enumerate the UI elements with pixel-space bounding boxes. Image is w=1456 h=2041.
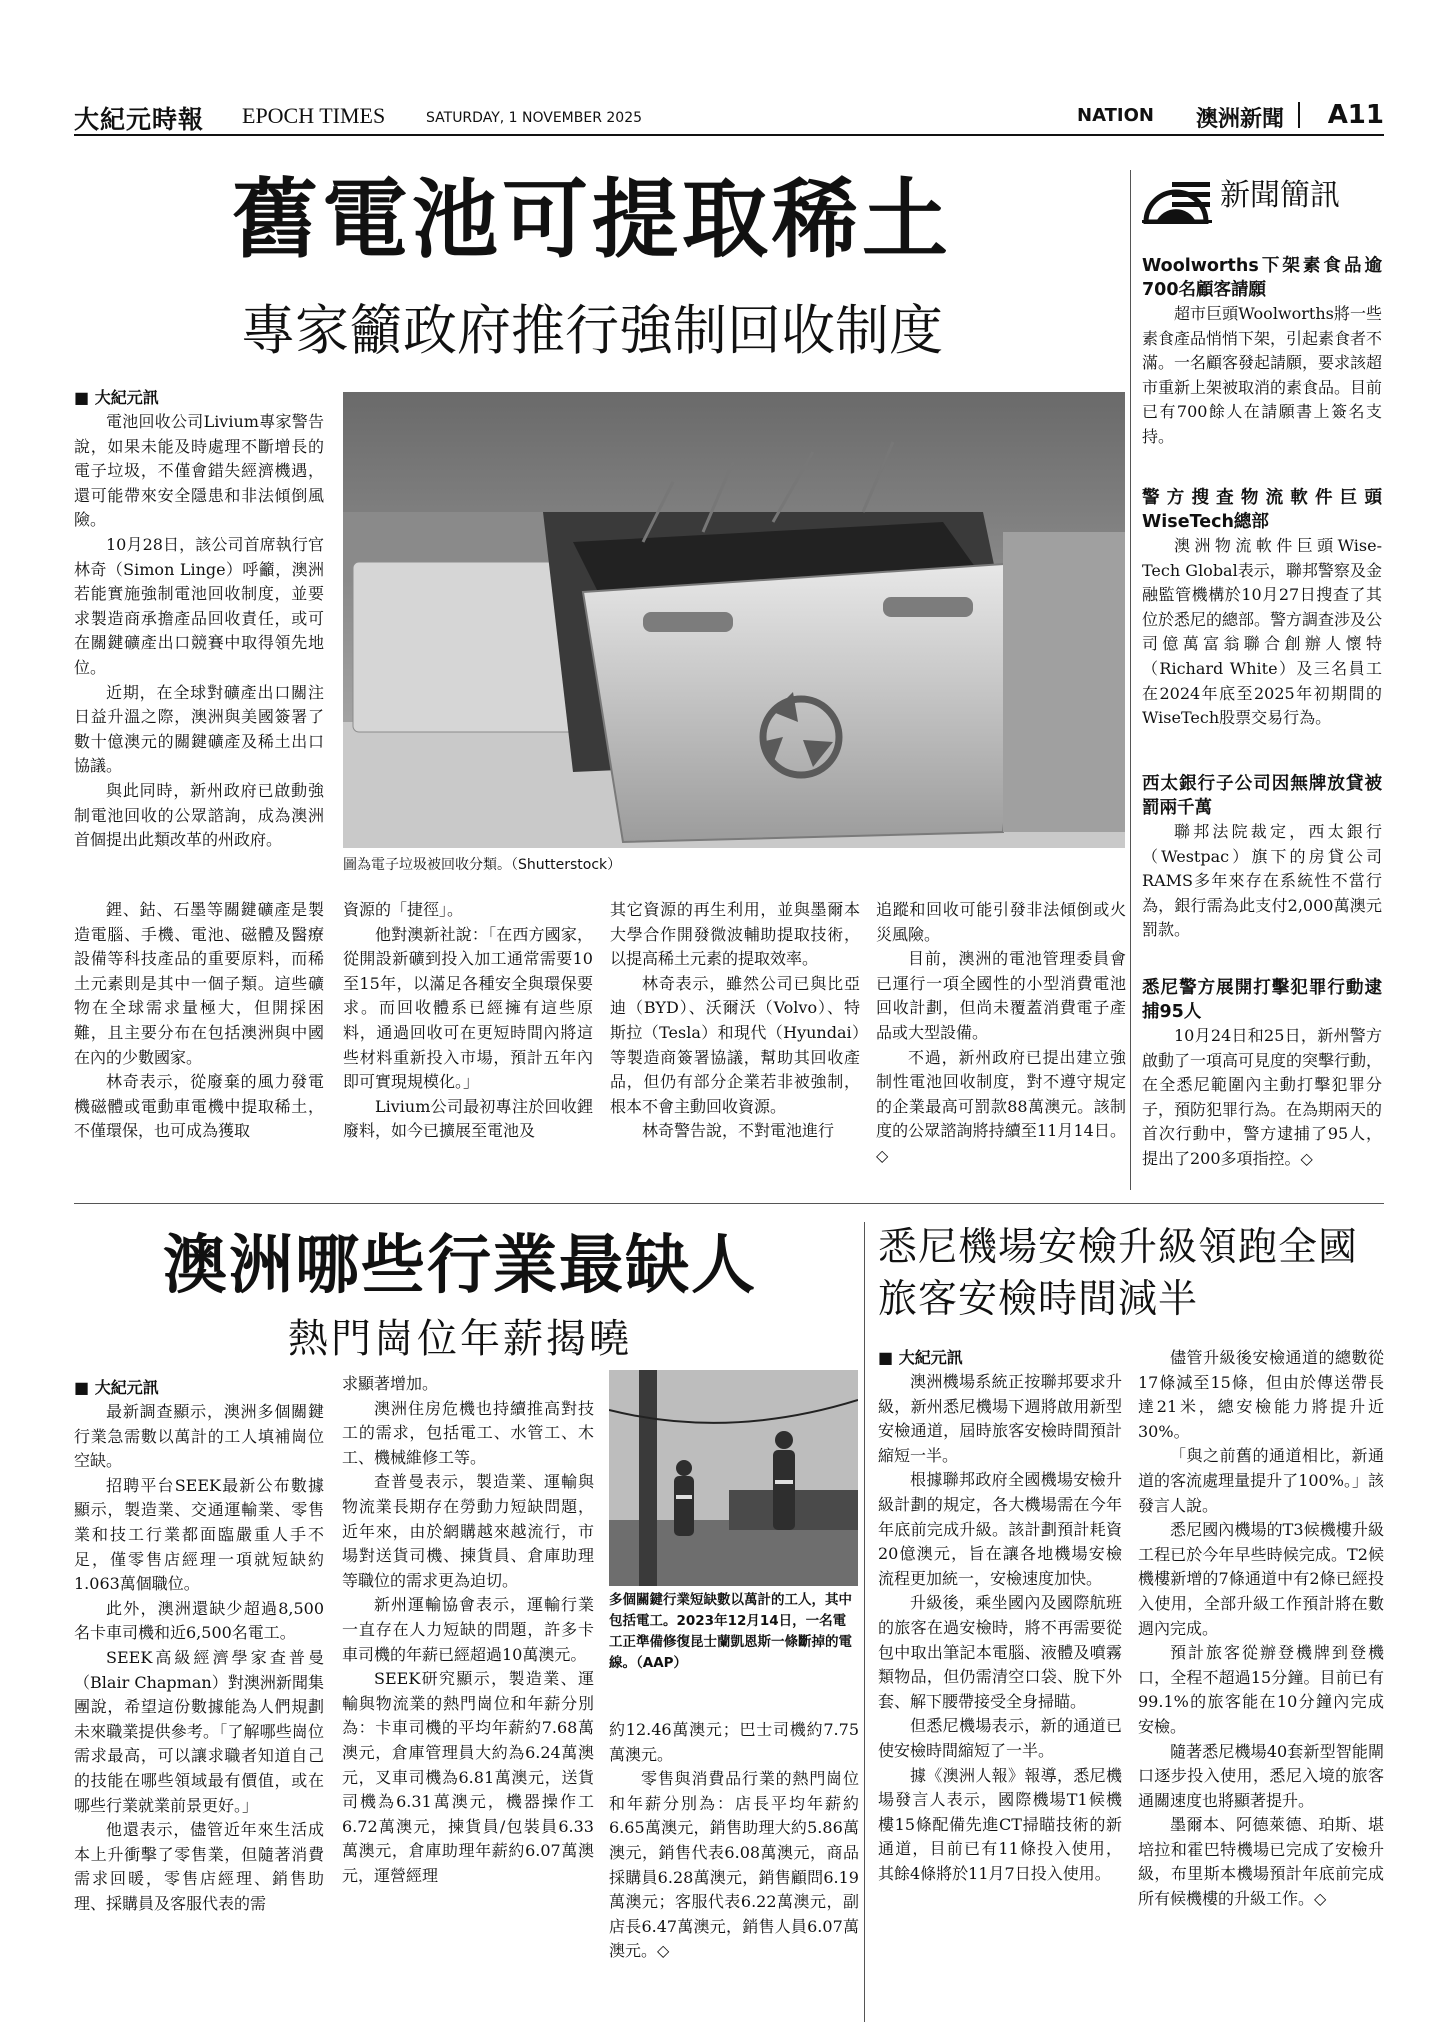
- brief-headline: Woolworths下架素食品逾700名顧客請願: [1142, 256, 1382, 300]
- top-article-col1: [74, 386, 324, 894]
- brief-item: [1142, 254, 1382, 466]
- jobs-article-col3: [609, 1718, 859, 2016]
- paragraph: 招聘平台SEEK最新公布數據顯示，製造業、交通運輸業、零售業和技工行業都面臨嚴重人手不足，僅零售店經理一項就短缺約1.063萬個職位。: [74, 1475, 324, 1594]
- paragraph: 與此同時，新州政府已啟動強制電池回收的公眾諮詢，成為澳洲首個提出此類改革的州政府。: [74, 780, 324, 850]
- photo-caption: 多個關鍵行業短缺數以萬計的工人，其中包括電工。2023年12月14日，一名電工正準備修復昆士蘭凱恩斯一條斷掉的電線。（AAP）: [609, 1592, 852, 1671]
- paragraph: 目前，澳洲的電池管理委員會已運行一項全國性的小型消費電池回收計劃，但尚未覆蓋消費電子產品或大型設備。: [876, 949, 1126, 1042]
- paragraph: 但悉尼機場表示，新的通道已使安檢時間縮短了一半。: [878, 1716, 1122, 1760]
- paragraph: 澳洲機場系統正按聯邦要求升級，新州悉尼機場下週將啟用新型安檢通道，屆時旅客安檢時間預計縮短一半。: [878, 1372, 1122, 1465]
- brief-body: 澳洲物流軟件巨頭Wise-Tech Global表示，聯邦警察及金融監管機構於10月27日搜查了其位於悉尼的總部。警方調查涉及公司億萬富翁聯合創辦人懷特（Richard White）及三名員工在2024年底至2025年初期間的WiseTech股票交易行為。: [1142, 536, 1382, 728]
- headline-line: 旅客安檢時間減半: [878, 1277, 1199, 1322]
- news-brief-icon: [1142, 168, 1212, 224]
- paragraph: SEEK研究顯示，製造業、運輸與物流業的熱門崗位和年薪分別為：卡車司機的平均年薪約7.68萬澳元，倉庫管理員大約為6.24萬澳元，叉車司機為6.81萬澳元，送貨司機為6.31萬澳元，機器操作工6.72萬澳元，揀貨員/包裝員6.33萬澳元，倉庫助理年薪約6.07萬澳元，運營經理: [342, 1669, 594, 1885]
- column-divider: [1130, 170, 1131, 1190]
- paragraph: 資源的「捷徑」。: [343, 900, 464, 919]
- masthead-divider: [1298, 102, 1300, 128]
- brief-body: 超市巨頭Woolworths將一些素食產品悄悄下架，引起素食者不滿。一名顧客發起請願，要求該超市重新上架被取消的素食品。目前已有700餘人在請願書上簽名支持。: [1142, 304, 1382, 446]
- paragraph: 林奇警告說，不對電池進行: [642, 1121, 835, 1141]
- jobs-article-headline: 澳洲哪些行業最缺人: [163, 1228, 757, 1303]
- brief-headline: 警方搜查物流軟件巨頭WiseTech總部: [1142, 488, 1382, 532]
- paragraph: 10月28日，該公司首席執行官林奇（Simon Linge）呼籲，澳洲若能實施強制電池回收制度，並要求製造商承擔產品回收責任，或可在關鍵礦產出口競賽中取得領先地位。: [74, 534, 324, 677]
- jobs-article-col2: [342, 1372, 594, 2016]
- paragraph: 林奇表示，從廢棄的風力發電機磁體或電動車電機中提取稀土，不僅環保，也可成為獲取: [74, 1072, 324, 1141]
- news-briefs-header: [1142, 168, 1384, 224]
- brand-logo-cn: 大紀元時報: [74, 105, 205, 134]
- article-source: ■ 大紀元訊: [74, 386, 324, 410]
- paragraph: 悉尼國內機場的T3候機樓升級工程已於今年早些時候完成。T2候機樓新增的7條通道中有2條已經投入使用，全部升級工作預計將在數週內完成。: [1138, 1520, 1384, 1638]
- top-article-col2: [74, 898, 324, 1194]
- paragraph: Livium公司最初專注於回收鋰廢料，如今已擴展至電池及: [343, 1096, 593, 1141]
- top-article-col3: [343, 898, 593, 1194]
- paragraph: 鋰、鈷、石墨等關鍵礦產是製造電腦、手機、電池、磁體及醫療設備等科技產品的重要原料，而稀土元素則是其中一個子類。這些礦物在全球需求量極大，但開採困難，且主要分布在包括澳洲與中國在內的少數國家。: [74, 900, 324, 1067]
- jobs-article-col1: [74, 1376, 324, 2016]
- paragraph: 約12.46萬澳元；巴士司機約7.75萬澳元。: [609, 1720, 859, 1764]
- electrician-image: [609, 1370, 858, 1586]
- paragraph: 「與之前舊的通道相比，新通道的客流處理量提升了100%。」該發言人說。: [1138, 1446, 1384, 1515]
- paragraph: 儘管升級後安檢通道的總數從17條減至15條，但由於傳送帶長達21米，總安檢能力將提升近30%。: [1138, 1348, 1384, 1441]
- paragraph: 預計旅客從辦登機牌到登機口，全程不超過15分鐘。目前已有99.1%的旅客能在10分鐘內完成安檢。: [1138, 1643, 1384, 1736]
- brief-body: 10月24日和25日，新州警方啟動了一項高可見度的突擊行動，在全悉尼範圍內主動打擊犯罪分子，預防犯罪行為。在為期兩天的首次行動中，警方逮捕了95人，提出了200多項指控。◇: [1142, 1026, 1382, 1168]
- page-number: A11: [1327, 100, 1384, 130]
- paragraph: 近期，在全球對礦產出口關注日益升溫之際，澳洲與美國簽署了數十億澳元的關鍵礦產及稀土出口協議。: [74, 682, 324, 776]
- brief-headline: 悉尼警方展開打擊犯罪行動逮捕95人: [1142, 978, 1382, 1022]
- article-source: ■ 大紀元訊: [878, 1346, 1122, 1370]
- article-source: ■ 大紀元訊: [74, 1376, 324, 1400]
- paragraph: 查普曼表示，製造業、運輸與物流業長期存在勞動力短缺問題，近年來，由於網購越來越流行，市場對送貨司機、揀貨員、倉庫助理等職位的需求更為迫切。: [342, 1472, 594, 1590]
- paragraph: 隨著悉尼機場40套新型智能閘口逐步投入使用，悉尼入境的旅客通關速度也將顯著提升。: [1138, 1741, 1384, 1810]
- paragraph: 墨爾本、阿德萊德、珀斯、堪培拉和霍巴特機場已完成了安檢升級，布里斯本機場預計年底前完成所有候機樓的升級工作。◇: [1138, 1815, 1384, 1909]
- paragraph: 其它資源的再生利用，並與墨爾本大學合作開發微波輔助提取技術，以提高稀土元素的提取效率。: [610, 900, 860, 969]
- recycling-bin-image: [343, 392, 1125, 848]
- top-article-headline: 舊電池可提取稀土: [232, 169, 952, 270]
- paragraph: 澳洲住房危機也持續推高對技工的需求，包括電工、水管工、木工、機械維修工等。: [342, 1398, 594, 1467]
- battery-recycling-photo: [343, 392, 1125, 848]
- top-article-col4: [610, 898, 860, 1194]
- paragraph: 升級後，乘坐國內及國際航班的旅客在過安檢時，將不再需要從包中取出筆記本電腦、液體及噴霧類物品，但仍需清空口袋、脫下外套、解下腰帶接受全身掃瞄。: [878, 1593, 1122, 1711]
- top-article-subheadline: 專家籲政府推行強制回收制度: [241, 299, 943, 362]
- paragraph: 新州運輸協會表示，運輸行業一直存在人力短缺的問題，許多卡車司機的年薪已經超過10萬澳元。: [342, 1595, 594, 1664]
- section-divider: [74, 1203, 1384, 1204]
- section-name-en: NATION: [1077, 105, 1154, 126]
- paragraph: 此外，澳洲還缺少超過8,500名卡車司機和近6,500名電工。: [74, 1598, 324, 1643]
- masthead: [74, 100, 1384, 136]
- photo-caption: 圖為電子垃圾被回收分類。（Shutterstock）: [343, 857, 622, 873]
- paragraph: 據《澳洲人報》報導，悉尼機場發言人表示，國際機場T1候機樓15條配備先進CT掃瞄技術的新通道，目前已有11條投入使用，其餘4條將於11月7日投入使用。: [878, 1765, 1122, 1883]
- issue-date: SATURDAY, 1 NOVEMBER 2025: [426, 110, 643, 126]
- column-divider: [864, 1222, 865, 2022]
- brand-logo-en: EPOCH TIMES: [242, 103, 386, 128]
- paragraph: 求顯著增加。: [342, 1374, 439, 1393]
- paragraph: 追蹤和回收可能引發非法傾倒或火災風險。: [876, 900, 1126, 944]
- airport-article-col1: [878, 1346, 1122, 2016]
- jobs-article-subheadline: 熱門崗位年薪揭曉: [288, 1316, 632, 1362]
- news-briefs-title: 新聞簡訊: [1220, 178, 1340, 213]
- brief-item: [1142, 772, 1382, 962]
- paragraph: 零售與消費品行業的熱門崗位和年薪分別為：店長平均年薪約6.65萬澳元，銷售助理大約5.86萬澳元，銷售代表6.08萬澳元，商品採購員6.28萬澳元，銷售顧問6.19萬澳元；客服代表6.22萬澳元，副店長6.47萬澳元，銷售人員6.07萬澳元。◇: [609, 1769, 859, 1961]
- paragraph: 他對澳新社說：「在西方國家，從開設新礦到投入加工通常需要10至15年，以滿足各種安全與環保要求。而回收體系已經擁有這些原料，通過回收可在更短時間內將這些材料重新投入市場，預計五年內即可實現規模化。」: [343, 924, 593, 1092]
- paragraph: 林奇表示，雖然公司已與比亞迪（BYD）、沃爾沃（Volvo）、特斯拉（Tesla）和現代（Hyundai）等製造商簽署協議，幫助其回收產品，但仍有部分企業若非被強制，根本不會主動回收資源。: [610, 973, 860, 1116]
- electrician-photo: [609, 1370, 858, 1586]
- airport-article-headline: [878, 1222, 1388, 1326]
- paragraph: SEEK高級經濟學家查普曼（Blair Chapman）對澳洲新聞集團說，希望這份數據能為人們規劃未來職業提供參考。「了解哪些崗位需求最高，可以讓求職者知道自己的技能在哪些領域最有價值，或在哪些行業就業前景更好。」: [74, 1647, 324, 1815]
- top-article-col5: [876, 898, 1126, 1194]
- brief-headline: 西太銀行子公司因無牌放貸被罰兩千萬: [1142, 774, 1382, 818]
- paragraph: 他還表示，儘管近年來生活成本上升衝擊了零售業，但隨著消費需求回暖，零售店經理、銷售助理、採購員及客服代表的需: [74, 1820, 324, 1913]
- brief-item: [1142, 976, 1382, 1196]
- brief-item: [1142, 486, 1382, 756]
- section-name-cn: 澳洲新聞: [1195, 107, 1284, 132]
- paragraph: 根據聯邦政府全國機場安檢升級計劃的規定，各大機場需在今年年底前完成升級。該計劃預計耗資20億澳元，旨在讓各地機場安檢流程更加統一，安檢速度加快。: [878, 1470, 1122, 1588]
- airport-article-col2: [1138, 1346, 1384, 2016]
- paragraph: 不過，新州政府已提出建立強制性電池回收制度，對不遵守規定的企業最高可罰款88萬澳元。該制度的公眾諮詢將持續至11月14日。◇: [876, 1047, 1126, 1165]
- paragraph: 電池回收公司Livium專家警告說，如果未能及時處理不斷增長的電子垃圾，不僅會錯失經濟機遇，還可能帶來安全隱患和非法傾倒風險。: [74, 412, 324, 530]
- paragraph: 最新調查顯示，澳洲多個關鍵行業急需數以萬計的工人填補崗位空缺。: [74, 1402, 324, 1471]
- brief-body: 聯邦法院裁定，西太銀行（Westpac）旗下的房貸公司RAMS多年來存在系統性不當行為，銀行需為此支付2,000萬澳元罰款。: [1142, 822, 1382, 940]
- headline-line: 悉尼機場安檢升級領跑全國: [878, 1225, 1359, 1270]
